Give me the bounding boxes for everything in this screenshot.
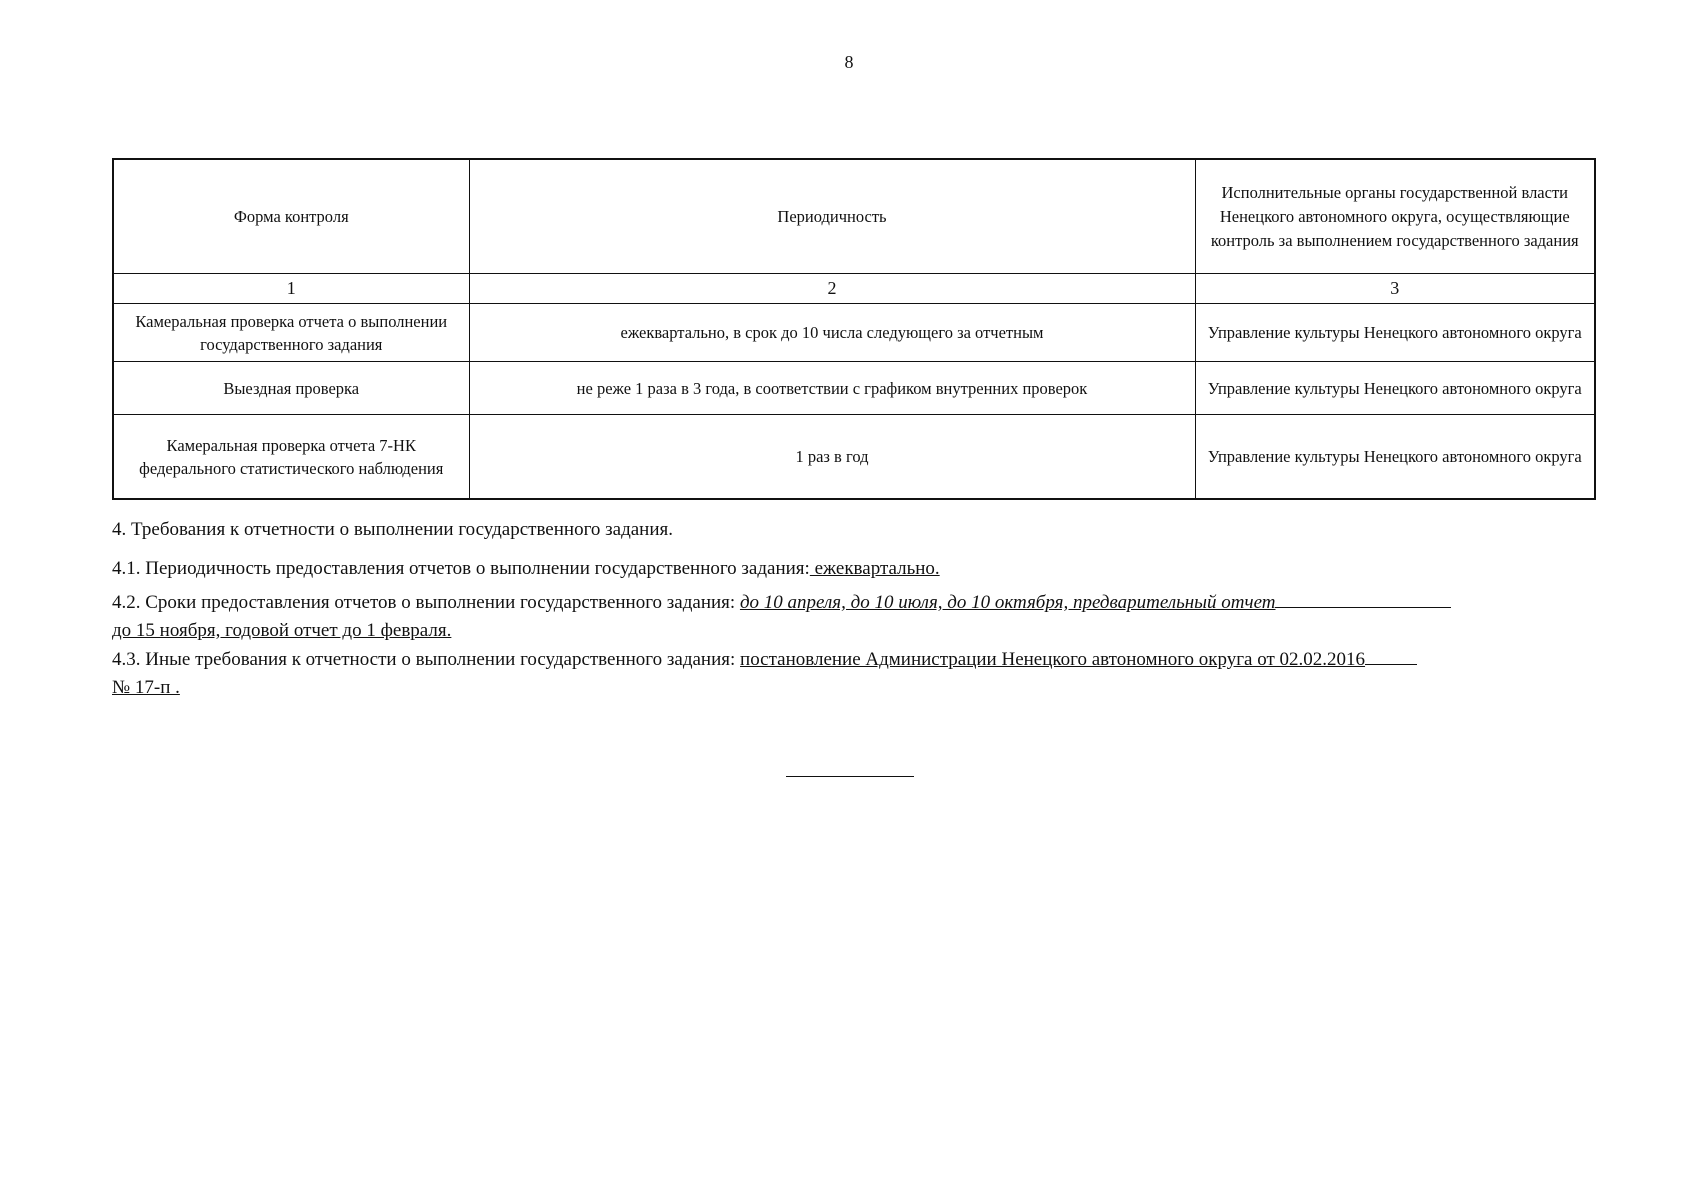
section-4-2-label: 4.2. Сроки предоставления отчетов о выполнении государственного задания: xyxy=(112,592,740,613)
section-4-3-value-line2: № 17-п . xyxy=(112,677,180,698)
closing-separator-line xyxy=(786,776,914,777)
table-column-numbers-row xyxy=(113,274,1595,304)
section-4-2-value-line2: до 15 ноября, годовой отчет до 1 февраля. xyxy=(112,620,452,641)
table-cell: ежеквартально, в срок до 10 числа следующего за отчетным xyxy=(469,304,1195,362)
section-4-1-value: ежеквартально. xyxy=(809,558,940,579)
header-cell-periodicity: Периодичность xyxy=(469,159,1195,274)
section-4-3-label: 4.3. Иные требования к отчетности о выполнении государственного задания: xyxy=(112,649,741,670)
underline-fill xyxy=(1365,664,1417,665)
column-number-cell: 2 xyxy=(469,274,1195,304)
table-cell: Управление культуры Ненецкого автономного округа xyxy=(1195,415,1595,500)
table-cell: Выездная проверка xyxy=(113,362,469,415)
table-cell: 1 раз в год xyxy=(469,415,1195,500)
table-cell: Камеральная проверка отчета о выполнении государственного задания xyxy=(113,304,469,362)
section-4-3 xyxy=(112,646,1594,702)
table-row xyxy=(113,415,1595,500)
section-4-2 xyxy=(112,589,1594,645)
section-4-1 xyxy=(112,555,1594,583)
section-4-1-label: 4.1. Периодичность предоставления отчетов о выполнении государственного задания: xyxy=(112,558,810,579)
section-4-heading: 4. Требования к отчетности о выполнении государственного задания. xyxy=(112,519,674,540)
column-number-cell: 3 xyxy=(1195,274,1595,304)
header-cell-authorities xyxy=(1195,159,1595,274)
column-number-cell: 1 xyxy=(113,274,469,304)
table-cell: Камеральная проверка отчета 7-НК федерального статистического наблюдения xyxy=(113,415,469,500)
section-4-3-value-line1: постановление Администрации Ненецкого автономного округа от 02.02.2016 xyxy=(740,649,1366,670)
control-table xyxy=(112,158,1596,500)
table-cell: Управление культуры Ненецкого автономного округа xyxy=(1195,304,1595,362)
table-cell: Управление культуры Ненецкого автономного округа xyxy=(1195,362,1595,415)
header-authorities-text: Исполнительные органы государственной власти Ненецкого автономного округа, осуществляющие контроль за выполнением государственного задания xyxy=(1210,182,1579,250)
table-row xyxy=(113,362,1595,415)
header-cell-form: Форма контроля xyxy=(113,159,469,274)
table-header-row xyxy=(113,159,1595,274)
underline-fill xyxy=(1275,607,1451,608)
page-number: 8 xyxy=(844,52,854,72)
table-row xyxy=(113,304,1595,362)
section-4-2-value-line1: до 10 апреля, до 10 июля, до 10 октября, предварительный отчет xyxy=(739,592,1276,613)
table-cell: не реже 1 раза в 3 года, в соответствии с графиком внутренних проверок xyxy=(469,362,1195,415)
